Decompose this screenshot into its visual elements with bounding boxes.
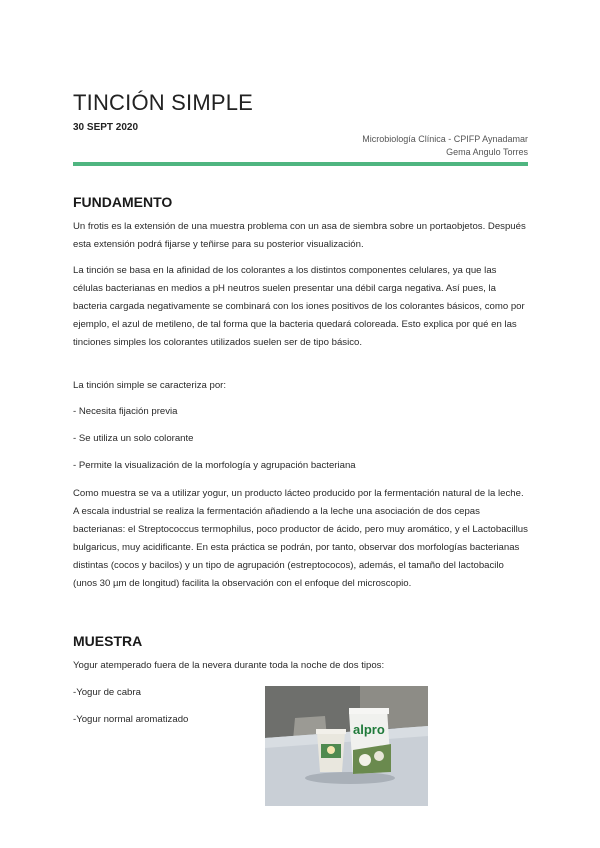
section-heading-muestra: MUESTRA — [73, 633, 143, 649]
list-item: -Yogur normal aromatizado — [73, 714, 189, 725]
course-name: Microbiología Clínica - CPIFP Aynadamar — [362, 134, 528, 144]
list-item: - Se utiliza un solo colorante — [73, 433, 194, 444]
list-item: - Necesita fijación previa — [73, 406, 178, 417]
paragraph-yogur: Como muestra se va a utilizar yogur, un producto lácteo producido por la fermentación natural de la leche. A escala industrial se realiza la fermentación añadiendo a la leche una asociación de dos cepas bacterianas: el Streptococcus termophilus, poco productor de ácido, pero muy aromático, y el Lactobacillus bulgaricus, muy acidificante. En esta práctica se podrán, por tanto, observar dos morfologías bacterianas distintas (cocos y bacilos) y un tipo de agrupación (estreptococos), además, el tamaño del lactobacilo (unos 30 µm de longitud) facilita la observación con el enfoque del microscopio. — [73, 488, 528, 589]
paragraph-tincion-base: La tinción se basa en la afinidad de los colorantes a los distintos componentes celulares, ya que las células bacterianas en medios a pH neutros suelen presentar una débil carga negativa. Así pues, la bacteria cargada negativamente se combinará con los iones positivos de los colorantes básicos, como por ejemplo, el azul de metileno, de tal forma que la bacteria quedará coloreada. Esto explica por qué en las tinciones simples los colorantes utilizados suelen ser de tipo básico. — [73, 265, 525, 348]
list-item: - Permite la visualización de la morfología y agrupación bacteriana — [73, 460, 356, 471]
paragraph-frotis: Un frotis es la extensión de una muestra problema con un asa de siembra sobre un portaobjetos. Después esta extensión podrá fijarse y teñirse para su posterior visualización. — [73, 221, 526, 250]
author-name: Gema Angulo Torres — [446, 147, 528, 157]
paragraph-caracteristicas-intro: La tinción simple se caracteriza por: — [73, 380, 227, 391]
document-date: 30 SEPT 2020 — [73, 122, 139, 133]
document-meta — [362, 133, 528, 159]
alpro-brand-label: alpro — [353, 722, 385, 737]
yogurt-photo — [265, 686, 428, 806]
list-item: -Yogur de cabra — [73, 687, 141, 698]
yogurt-photo-drawing — [265, 686, 428, 806]
header-divider — [73, 162, 528, 166]
section-heading-fundamento: FUNDAMENTO — [73, 194, 173, 210]
paragraph-muestra-intro: Yogur atemperado fuera de la nevera durante toda la noche de dos tipos: — [73, 660, 385, 671]
page-title: TINCIÓN SIMPLE — [73, 90, 254, 115]
